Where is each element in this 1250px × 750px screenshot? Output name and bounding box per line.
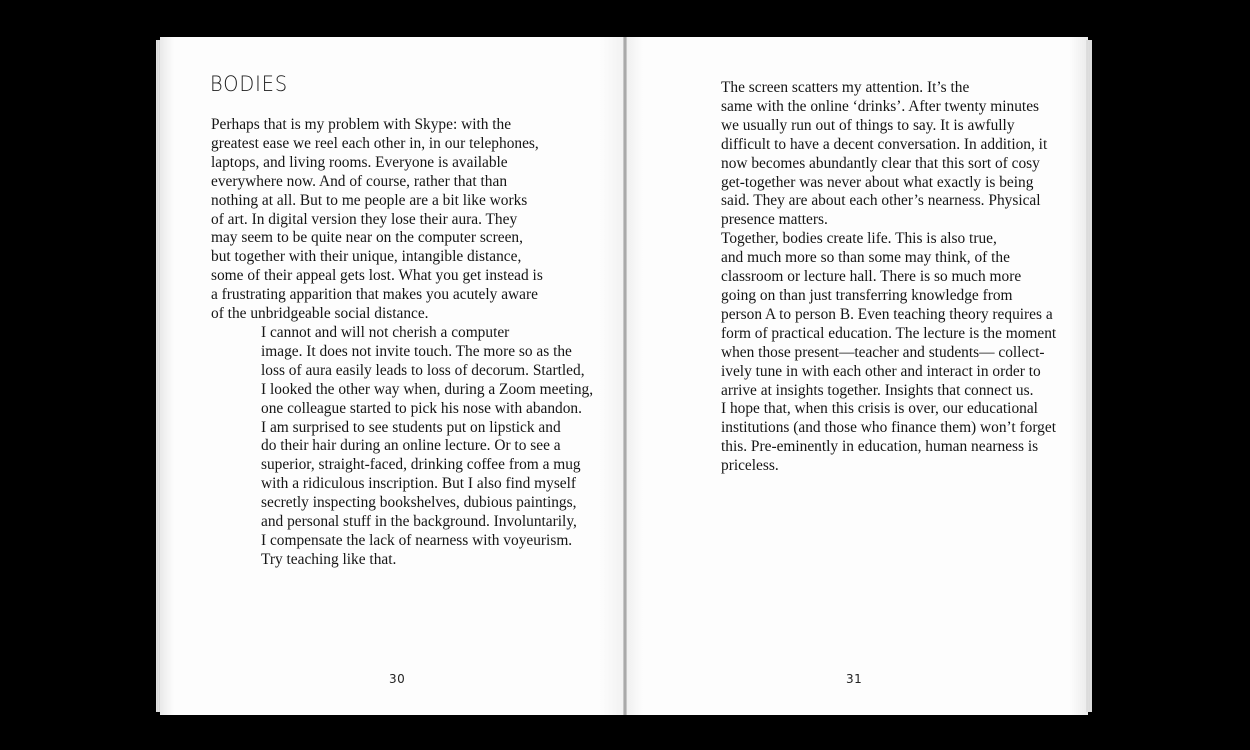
text-line: superior, straight-faced, drinking coffee from a mug <box>261 456 581 474</box>
text-line: of art. In digital version they lose their aura. They <box>211 210 518 228</box>
text-line: The screen scatters my attention. It’s the <box>721 79 970 96</box>
text-line: do their hair during an online lecture. Or to see a <box>261 437 561 455</box>
text-line: I cannot and will not cherish a computer <box>261 323 510 341</box>
text-line: greatest ease we reel each other in, in our telephones, <box>211 134 539 152</box>
text-line: arrive at insights together. Insights that connect us. <box>721 381 1034 399</box>
chapter-heading: BODIES <box>210 72 289 96</box>
text-line: I am surprised to see students put on lipstick and <box>261 418 561 436</box>
text-line: presence matters. <box>721 211 828 229</box>
text-line: some of their appeal gets lost. What you get instead is <box>211 267 543 285</box>
text-line: going on than just transferring knowledge from <box>721 286 1013 304</box>
paragraph <box>211 116 583 324</box>
right-page-text <box>671 79 1057 476</box>
text-line: Perhaps that is my problem with Skype: with the <box>211 116 512 133</box>
page-number-left: 30 <box>389 672 406 686</box>
text-line: one colleague started to pick his nose with abandon. <box>261 399 582 417</box>
text-line: we usually run out of things to say. It is awfully <box>721 116 1015 134</box>
text-line: difficult to have a decent conversation. In addition, it <box>721 135 1048 153</box>
text-line: form of practical education. The lecture is the moment <box>721 324 1057 342</box>
left-page-text <box>211 116 594 570</box>
text-line: and much more so than some may think, of the <box>721 249 1010 267</box>
text-line: institutions (and those who finance them) won’t forget <box>721 419 1056 437</box>
right-page-edge <box>1086 40 1092 712</box>
text-line: a frustrating apparition that makes you acutely aware <box>211 286 538 304</box>
text-line: when those present—teacher and students— collect- <box>721 343 1045 361</box>
text-line: and personal stuff in the background. Involuntarily, <box>261 513 577 531</box>
text-line: classroom or lecture hall. There is so much more <box>721 268 1022 286</box>
paragraph <box>671 230 1057 476</box>
text-line: secretly inspecting bookshelves, dubious paintings, <box>261 494 577 512</box>
paragraph <box>671 79 1048 230</box>
text-line: but together with their unique, intangible distance, <box>211 248 522 266</box>
book-gutter <box>623 37 627 715</box>
text-line: same with the online ‘drinks’. After twenty minutes <box>721 97 1040 115</box>
text-line: may seem to be quite near on the computer screen, <box>211 229 523 247</box>
text-line: laptops, and living rooms. Everyone is available <box>211 153 508 171</box>
text-line: ively tune in with each other and interact in order to <box>721 362 1041 380</box>
text-line: loss of aura easily leads to loss of decorum. Startled, <box>261 361 585 379</box>
text-line: nothing at all. But to me people are a bit like works <box>211 191 528 209</box>
page-number-right: 31 <box>846 672 863 686</box>
text-line: this. Pre-eminently in education, human nearness is <box>721 438 1039 456</box>
text-line: Together, bodies create life. This is also true, <box>721 230 997 248</box>
text-line: I hope that, when this crisis is over, our educational <box>721 400 1038 418</box>
text-line: person A to person B. Even teaching theory requires a <box>721 305 1053 323</box>
text-line: I looked the other way when, during a Zoom meeting, <box>261 380 594 398</box>
text-line: get-together was never about what exactly is being <box>721 173 1034 191</box>
text-line: said. They are about each other’s nearness. Physical <box>721 192 1041 210</box>
text-line: I compensate the lack of nearness with voyeurism. <box>261 531 573 549</box>
text-line: image. It does not invite touch. The more so as the <box>261 342 572 360</box>
text-line: now becomes abundantly clear that this sort of cosy <box>721 154 1040 172</box>
text-line: of the unbridgeable social distance. <box>211 305 429 323</box>
text-line: Try teaching like that. <box>261 550 397 568</box>
text-line: priceless. <box>721 457 779 475</box>
text-line: with a ridiculous inscription. But I also find myself <box>261 475 577 493</box>
paragraph <box>211 323 594 570</box>
text-line: everywhere now. And of course, rather that than <box>211 172 508 190</box>
